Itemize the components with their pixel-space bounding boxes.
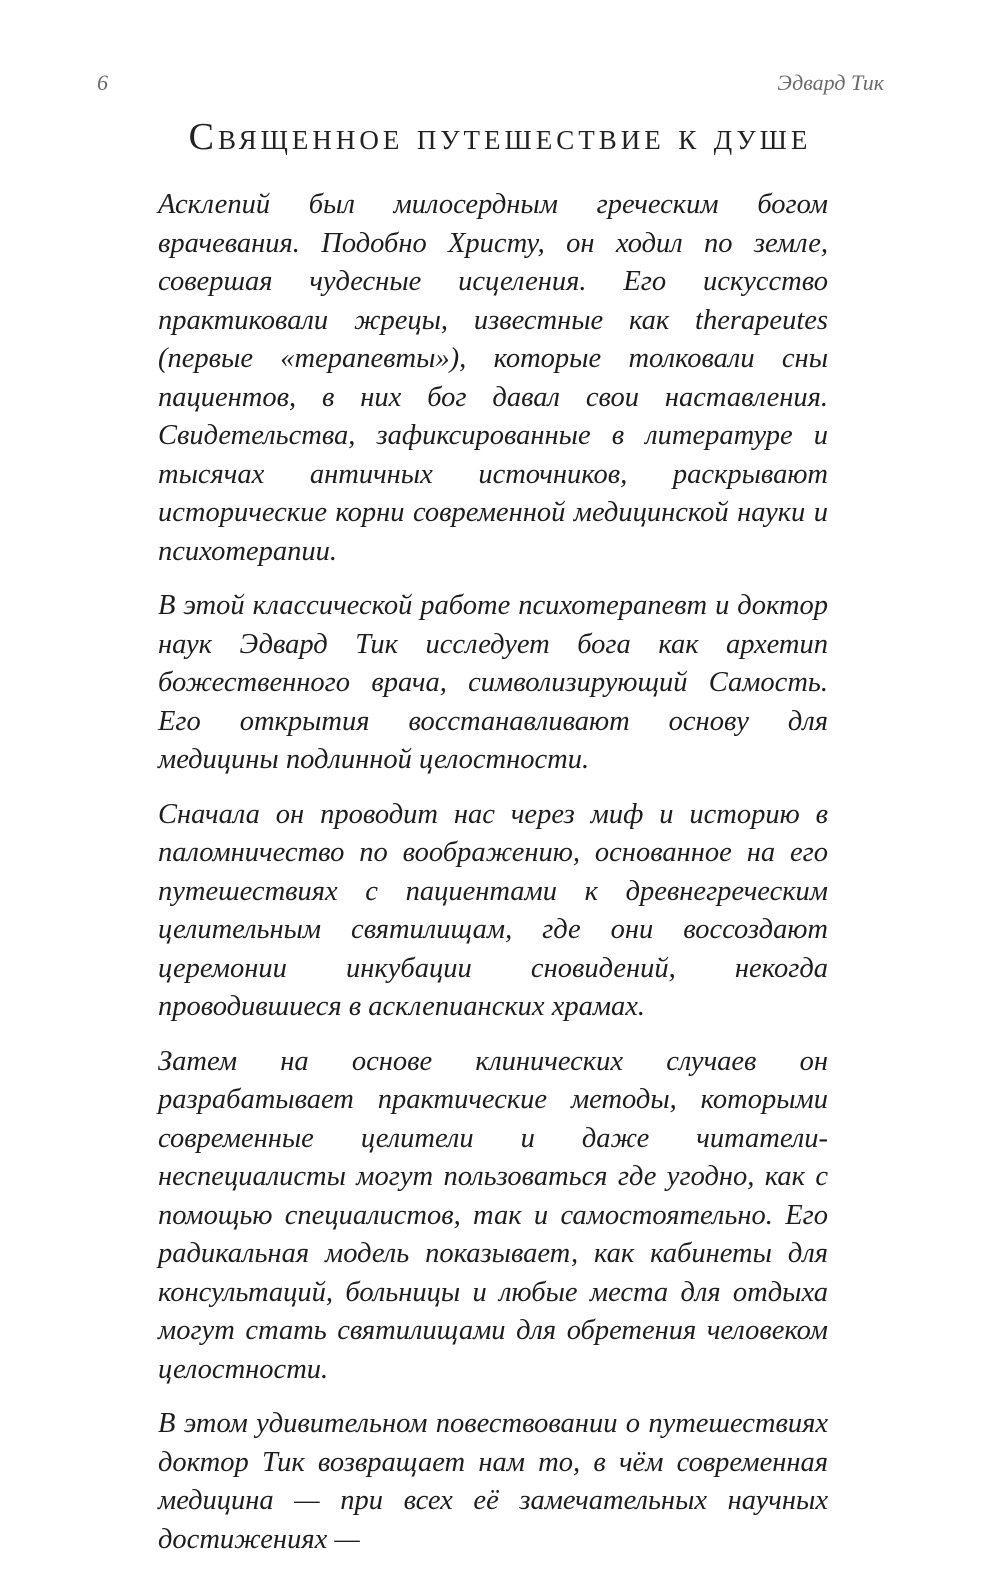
running-head: Эдвард Тик bbox=[777, 70, 884, 95]
paragraph: В этой классической работе психотерапевт и доктор наук Эдвард Тик исследует бога как архетип божественного врача, символизирующий Самость. Его открытия восстанавливают основу для медицины подлинной целостности. bbox=[158, 590, 828, 775]
paragraph: Асклепий был милосердным греческим богом врачевания. Подобно Христу, он ходил по земле, совершая чудесные исцеления. Его искусство практиковали жрецы, известные как therapeutes (первые «терапевты»), которые толковали сны пациентов, в них бог давал свои наставления. Свидетельства, зафиксированные в литературе и тысячах античных источников, раскрывают исторические корни современной медицинской науки и психотерапии. bbox=[158, 189, 828, 567]
paragraph: В этом удивительном повествовании о путешествиях доктор Тик возвращает нам то, в чём современная медицина — при всех её замечательных научных достижениях — bbox=[158, 1408, 828, 1555]
page-number: 6 bbox=[97, 70, 108, 95]
paragraph: Затем на основе клинических случаев он разрабатывает практические методы, которыми современные целители и даже читатели-неспециалисты могут пользоваться где угодно, как с помощью специалистов, так и самостоятельно. Его радикальная модель показывает, как кабинеты для консультаций, больницы и любые места для отдыха могут стать святилищами для обретения человеком целостности. bbox=[158, 1045, 828, 1385]
page-title: Священное путешествие к душе bbox=[188, 116, 812, 158]
paragraph: Сначала он проводит нас через миф и историю в паломничество по воображению, основанное на его путешествиях с пациентами к древнегреческим целительным святилищам, где они воссоздают церемонии инкубации сновидений, некогда проводившиеся в асклепианских храмах. bbox=[158, 798, 828, 1022]
body-text bbox=[158, 186, 828, 1575]
